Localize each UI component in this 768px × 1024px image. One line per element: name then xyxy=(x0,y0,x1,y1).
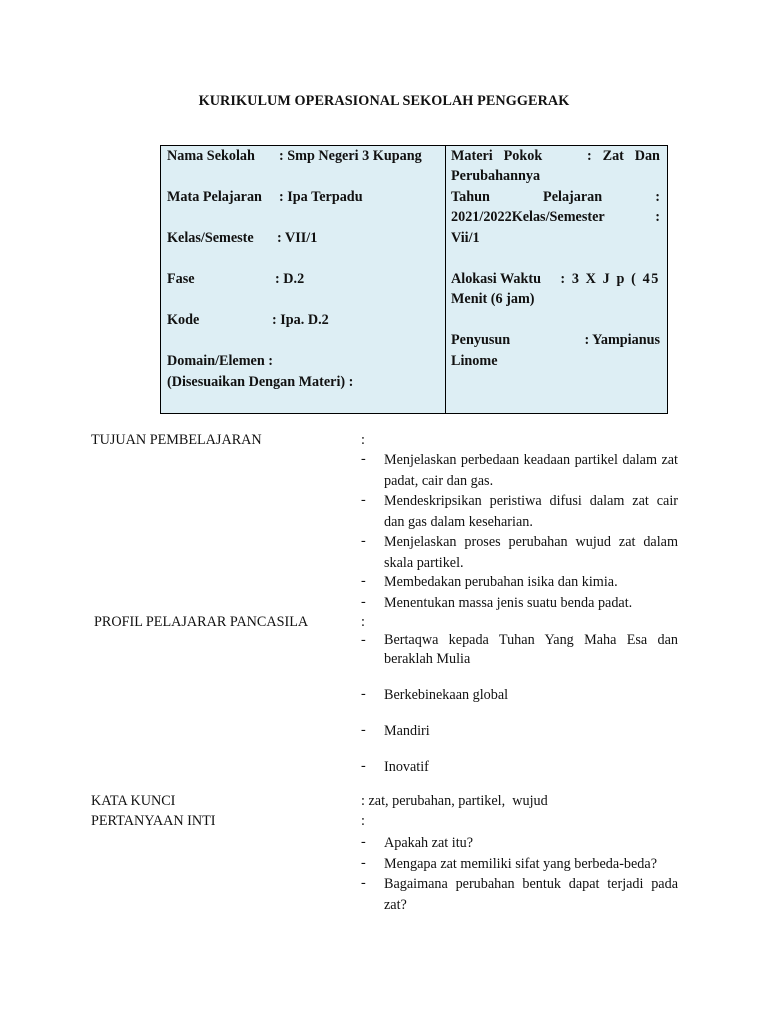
materi-continuation: Perubahannya xyxy=(451,168,541,184)
list-dash: - xyxy=(361,855,366,871)
materi-word-2: Pokok xyxy=(503,148,543,164)
table-divider xyxy=(445,146,446,413)
kelas-value: : VII/1 xyxy=(277,230,318,246)
materi-word-3: Zat xyxy=(602,148,624,164)
profil-item: Mandiri xyxy=(384,723,430,739)
nama-sekolah-label: Nama Sekolah xyxy=(167,148,255,164)
alokasi-label: Alokasi Waktu xyxy=(451,271,542,287)
list-dash: - xyxy=(361,722,366,738)
mata-pelajaran-label: Mata Pelajaran xyxy=(167,189,262,205)
pertanyaan-heading: PERTANYAAN INTI xyxy=(91,813,216,829)
mata-pelajaran-value: : Ipa Terpadu xyxy=(279,189,363,205)
tahun-word-1: Tahun xyxy=(451,189,490,205)
list-dash: - xyxy=(361,492,366,508)
fase-value: : D.2 xyxy=(275,271,305,287)
tujuan-item: Menentukan massa jenis suatu benda padat. xyxy=(384,595,633,611)
tahun-pelajaran-row xyxy=(451,189,660,206)
alokasi-row xyxy=(451,271,660,288)
profil-heading: PROFIL PELAJARAR PANCASILA xyxy=(94,614,309,630)
profil-colon: : xyxy=(361,614,365,630)
penyusun-label: Penyusun xyxy=(451,332,511,348)
penyusun-row xyxy=(451,332,660,349)
domain-label: Domain/Elemen : xyxy=(167,353,274,369)
materi-pokok-row xyxy=(451,148,660,165)
tujuan-heading: TUJUAN PEMBELAJARAN xyxy=(91,432,262,448)
domain-note: (Disesuaikan Dengan Materi) : xyxy=(167,374,354,390)
alokasi-value: : 3 X J p ( 45 xyxy=(560,271,660,287)
tujuan-item: Menjelaskan proses perubahan wujud zat dalam skala partikel. xyxy=(384,534,678,571)
profil-item: Bertaqwa kepada Tuhan Yang Maha Esa dan beraklah Mulia xyxy=(384,632,678,667)
tujuan-item: Membedakan perubahan isika dan kimia. xyxy=(384,574,618,590)
list-dash: - xyxy=(361,758,366,774)
kata-kunci-heading: KATA KUNCI xyxy=(91,793,176,809)
list-dash: - xyxy=(361,573,366,589)
list-dash: - xyxy=(361,451,366,467)
pertanyaan-item: Apakah zat itu? xyxy=(384,835,474,851)
tahun-continuation: 2021/2022Kelas/Semester xyxy=(451,209,605,225)
menit-value: Menit (6 jam) xyxy=(451,291,535,307)
tahun-word-2: Pelajaran xyxy=(543,189,603,205)
list-dash: - xyxy=(361,594,366,610)
vii-value: Vii/1 xyxy=(451,230,480,246)
kelas-label: Kelas/Semeste xyxy=(167,230,254,246)
profil-item: Berkebinekaan global xyxy=(384,687,509,703)
penyusun-continuation: Linome xyxy=(451,353,498,369)
pertanyaan-item: Bagaimana perubahan bentuk dapat terjadi pada zat? xyxy=(384,876,678,913)
pertanyaan-colon: : xyxy=(361,813,365,829)
list-dash: - xyxy=(361,533,366,549)
tujuan-item: Menjelaskan perbedaan keadaan partikel dalam zat padat, cair dan gas. xyxy=(384,452,678,489)
list-dash: - xyxy=(361,632,366,648)
pertanyaan-item: Mengapa zat memiliki sifat yang berbeda-beda? xyxy=(384,856,657,872)
kode-label: Kode xyxy=(167,312,200,328)
kode-value: : Ipa. D.2 xyxy=(272,312,329,328)
info-table xyxy=(160,145,668,414)
list-dash: - xyxy=(361,686,366,702)
penyusun-value: : Yampianus xyxy=(584,332,660,348)
materi-word-1: Materi xyxy=(451,148,493,164)
kata-kunci-value: : zat, perubahan, partikel, wujud xyxy=(361,793,548,809)
tahun-colon: : xyxy=(655,189,660,205)
fase-label: Fase xyxy=(167,271,195,287)
materi-colon: : xyxy=(587,148,592,164)
profil-item: Inovatif xyxy=(384,759,429,775)
list-dash: - xyxy=(361,875,366,891)
list-dash: - xyxy=(361,834,366,850)
kelas-semester-colon: : xyxy=(655,209,660,225)
tujuan-item: Mendeskripsikan peristiwa difusi dalam zat cair dan gas dalam keseharian. xyxy=(384,493,678,530)
tahun-continuation-row xyxy=(451,209,660,226)
materi-word-4: Dan xyxy=(634,148,660,164)
document-title: KURIKULUM OPERASIONAL SEKOLAH PENGGERAK xyxy=(198,93,570,109)
nama-sekolah-value: : Smp Negeri 3 Kupang xyxy=(279,148,422,164)
tujuan-colon: : xyxy=(361,432,365,448)
